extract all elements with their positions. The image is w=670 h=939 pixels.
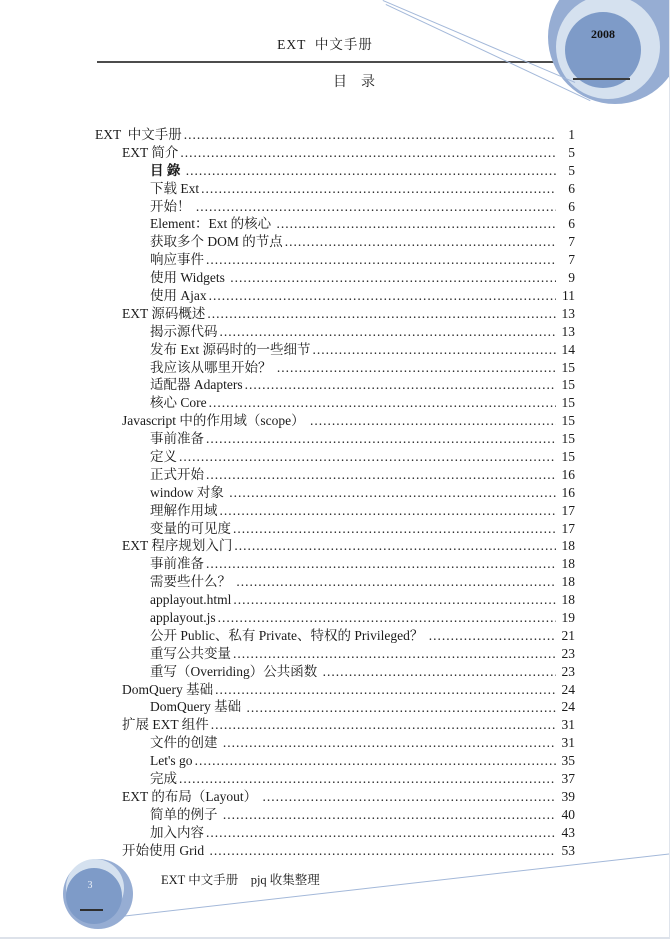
toc-leader-dots: [210, 842, 557, 860]
toc-entry-title: 完成: [150, 771, 177, 787]
toc-leader-dots: [223, 806, 556, 824]
toc-entry-title: 事前准备: [150, 431, 204, 447]
toc-leader-dots: [211, 716, 556, 734]
toc-entry-page: 37: [561, 771, 575, 787]
page-number-badge: [66, 868, 122, 924]
toc-entry-title: 适配器 Adapters: [150, 377, 243, 393]
toc-leader-dots: [206, 251, 556, 269]
toc-entry-title: 揭示源代码: [150, 323, 218, 339]
toc-entry-page: 7: [568, 234, 575, 250]
toc-leader-dots: [323, 663, 556, 681]
toc-entry-page: 14: [561, 341, 575, 357]
toc-leader-dots: [220, 502, 557, 520]
toc-entry-page: 16: [561, 466, 575, 482]
toc-leader-dots: [263, 788, 557, 806]
toc-leader-dots: [429, 627, 556, 645]
toc-leader-dots: [233, 591, 556, 609]
toc-entry-page: 40: [561, 806, 575, 822]
toc-leader-dots: [313, 341, 557, 359]
toc-entry-page: 39: [561, 788, 575, 804]
toc-entry-title: applayout.js: [150, 610, 216, 626]
toc-entry-page: 15: [561, 359, 575, 375]
toc-entry-page: 31: [561, 717, 575, 733]
toc-entry-page: 18: [561, 574, 575, 590]
toc-leader-dots: [195, 752, 556, 770]
toc-entry[interactable]: [95, 126, 575, 144]
header-title: EXT 中文手册: [277, 37, 373, 52]
toc-entry[interactable]: [95, 466, 575, 484]
page-number: 3: [87, 880, 93, 891]
toc-entry-title: 下载 Ext: [150, 180, 200, 196]
toc-entry-title: EXT 简介: [122, 144, 179, 160]
toc-entry-page: 13: [561, 323, 575, 339]
toc-entry[interactable]: [95, 627, 575, 645]
toc-entry-title: 需要些什么？: [150, 574, 235, 590]
toc-entry[interactable]: [95, 806, 575, 824]
toc-entry-page: 31: [561, 735, 575, 751]
toc-entry[interactable]: [95, 448, 575, 466]
toc-entry[interactable]: [95, 412, 575, 430]
toc-leader-dots: [209, 394, 556, 412]
toc-entry[interactable]: [95, 162, 575, 180]
toc-entry-page: 11: [562, 288, 575, 303]
toc-entry-page: 6: [568, 198, 575, 214]
toc-entry-page: 35: [561, 753, 575, 769]
toc-entry[interactable]: [95, 609, 575, 627]
toc-entry-title: 重写公共变量: [150, 645, 231, 661]
toc-entry-page: 15: [561, 431, 575, 447]
toc-entry-title: 响应事件: [150, 252, 204, 268]
toc-leader-dots: [206, 824, 556, 842]
toc-entry-page: 6: [568, 180, 575, 196]
toc-entry-title: window 对象: [150, 484, 228, 500]
toc-entry-title: 使用 Widgets: [150, 270, 229, 286]
toc-entry-title: 简单的例子: [150, 806, 221, 822]
toc-entry[interactable]: [95, 180, 575, 198]
toc-entry[interactable]: [95, 251, 575, 269]
toc-leader-dots: [233, 520, 556, 538]
toc-entry-title: applayout.html: [150, 592, 232, 608]
toc-entry-page: 15: [561, 413, 575, 429]
toc-entry[interactable]: [95, 430, 575, 448]
toc-entry-title: 使用 Ajax: [150, 288, 207, 303]
toc-leader-dots: [230, 269, 556, 287]
toc-entry-title: 我应该从哪里开始？: [150, 359, 275, 375]
toc-heading: 目 录: [333, 75, 375, 90]
toc-entry-page: 24: [561, 699, 575, 715]
toc-entry-title: EXT 的布局（Layout）: [122, 788, 261, 804]
toc-entry-page: 5: [568, 162, 575, 178]
toc-leader-dots: [218, 609, 556, 627]
toc-entry-title: 文件的创建: [150, 735, 221, 751]
toc-leader-dots: [196, 198, 556, 216]
toc-leader-dots: [277, 359, 556, 377]
toc-entry-page: 15: [561, 449, 575, 465]
toc-leader-dots: [206, 430, 556, 448]
toc-entry[interactable]: [95, 555, 575, 573]
toc-entry-page: 1: [568, 126, 575, 142]
toc-leader-dots: [215, 681, 556, 699]
toc-entry-page: 18: [561, 592, 575, 608]
toc-entry-title: DomQuery 基础: [150, 699, 245, 715]
toc-entry-title: Let's go: [150, 753, 193, 769]
toc-leader-dots: [179, 770, 556, 788]
toc-leader-dots: [285, 233, 556, 251]
toc-entry-page: 5: [568, 144, 575, 160]
toc-leader-dots: [201, 180, 556, 198]
toc-entry[interactable]: [95, 233, 575, 251]
toc-entry-title: 加入内容: [150, 824, 204, 840]
toc-leader-dots: [233, 645, 556, 663]
toc-entry-title: 理解作用域: [150, 502, 218, 518]
toc-entry-title: 事前准备: [150, 556, 204, 572]
toc-entry[interactable]: [95, 287, 575, 305]
toc-leader-dots: [223, 734, 556, 752]
toc-entry[interactable]: [95, 502, 575, 520]
toc-entry[interactable]: [95, 681, 575, 699]
toc-entry-page: 23: [561, 663, 575, 679]
toc-leader-dots: [310, 412, 556, 430]
toc-leader-dots: [207, 305, 556, 323]
toc-entry[interactable]: [95, 376, 575, 394]
toc-entry-title: 目 錄: [150, 162, 184, 178]
toc-leader-dots: [206, 466, 556, 484]
toc-entry-title: 变量的可见度: [150, 520, 231, 536]
year-badge: 2008: [591, 27, 615, 41]
toc-entry-page: 9: [568, 270, 575, 286]
toc-entry[interactable]: [95, 824, 575, 842]
decor-circle-inner: [565, 12, 641, 88]
toc-entry[interactable]: [95, 699, 575, 717]
toc-entry[interactable]: [95, 716, 575, 734]
toc-leader-dots: [245, 376, 556, 394]
toc-leader-dots: [184, 126, 556, 144]
toc-entry-title: 重写（Overriding）公共函数: [150, 663, 321, 679]
toc-entry[interactable]: [95, 752, 575, 770]
toc-entry-page: 17: [561, 502, 575, 518]
toc-entry[interactable]: [95, 788, 575, 806]
toc-entry-title: EXT 程序规划入门: [122, 538, 233, 554]
toc-entry-title: 开始使用 Grid: [122, 842, 208, 858]
toc-leader-dots: [209, 287, 556, 305]
toc-entry-page: 18: [561, 538, 575, 554]
toc-entry-page: 16: [561, 484, 575, 500]
toc-entry-page: 18: [561, 556, 575, 572]
toc-entry[interactable]: [95, 305, 575, 323]
toc-entry[interactable]: [95, 341, 575, 359]
toc-entry-page: 43: [561, 824, 575, 840]
toc-entry-title: EXT 源码概述: [122, 305, 206, 321]
toc-entry-page: 13: [561, 305, 575, 321]
toc-list: [95, 126, 575, 860]
toc-entry[interactable]: [95, 394, 575, 412]
toc-leader-dots: [206, 555, 556, 573]
toc-entry-title: 发布 Ext 源码时的一些细节: [150, 341, 311, 357]
toc-entry-title: 扩展 EXT 组件: [122, 717, 209, 733]
toc-entry-page: 7: [568, 252, 575, 268]
toc-leader-dots: [179, 448, 556, 466]
year-underline: [573, 78, 630, 80]
page-number-underline: [80, 909, 103, 911]
toc-entry-page: 53: [561, 842, 575, 858]
toc-entry-title: 公开 Public、私有 Private、特权的 Privileged？: [150, 627, 427, 643]
toc-entry-page: 15: [561, 395, 575, 411]
toc-leader-dots: [229, 484, 556, 502]
toc-entry[interactable]: [95, 770, 575, 788]
toc-entry-title: Javascript 中的作用域（scope）: [122, 413, 308, 429]
toc-entry-title: 定义: [150, 449, 177, 465]
header-rule: [97, 61, 556, 63]
footer-text: EXT 中文手册 pjq 收集整理: [161, 873, 320, 887]
toc-leader-dots: [180, 144, 556, 162]
toc-entry[interactable]: [95, 734, 575, 752]
toc-entry-page: 6: [568, 216, 575, 232]
toc-entry-title: Element：Ext 的核心: [150, 216, 275, 232]
toc-leader-dots: [234, 537, 556, 555]
toc-entry-page: 23: [561, 645, 575, 661]
toc-entry[interactable]: [95, 323, 575, 341]
toc-entry[interactable]: [95, 663, 575, 681]
toc-entry[interactable]: [95, 215, 575, 233]
toc-entry[interactable]: [95, 359, 575, 377]
toc-entry-title: 开始！: [150, 198, 194, 214]
toc-entry-page: 21: [561, 627, 575, 643]
toc-entry[interactable]: [95, 520, 575, 538]
toc-entry[interactable]: [95, 645, 575, 663]
toc-entry[interactable]: [95, 144, 575, 162]
toc-entry[interactable]: [95, 591, 575, 609]
toc-entry[interactable]: [95, 842, 575, 860]
toc-entry-title: 获取多个 DOM 的节点: [150, 234, 283, 250]
toc-entry-title: 核心 Core: [150, 395, 207, 411]
toc-entry-title: 正式开始: [150, 466, 204, 482]
toc-entry[interactable]: [95, 269, 575, 287]
toc-entry-title: EXT 中文手册: [95, 126, 182, 142]
toc-leader-dots: [276, 215, 556, 233]
toc-entry[interactable]: [95, 198, 575, 216]
toc-entry[interactable]: [95, 573, 575, 591]
toc-leader-dots: [220, 323, 557, 341]
toc-entry[interactable]: [95, 537, 575, 555]
toc-leader-dots: [236, 573, 556, 591]
toc-leader-dots: [186, 162, 556, 180]
toc-entry-title: DomQuery 基础: [122, 681, 214, 697]
toc-leader-dots: [247, 699, 557, 717]
toc-entry[interactable]: [95, 484, 575, 502]
toc-entry-page: 15: [561, 377, 575, 393]
toc-entry-page: 24: [561, 681, 575, 697]
toc-entry-page: 19: [561, 610, 575, 626]
toc-entry-page: 17: [561, 520, 575, 536]
